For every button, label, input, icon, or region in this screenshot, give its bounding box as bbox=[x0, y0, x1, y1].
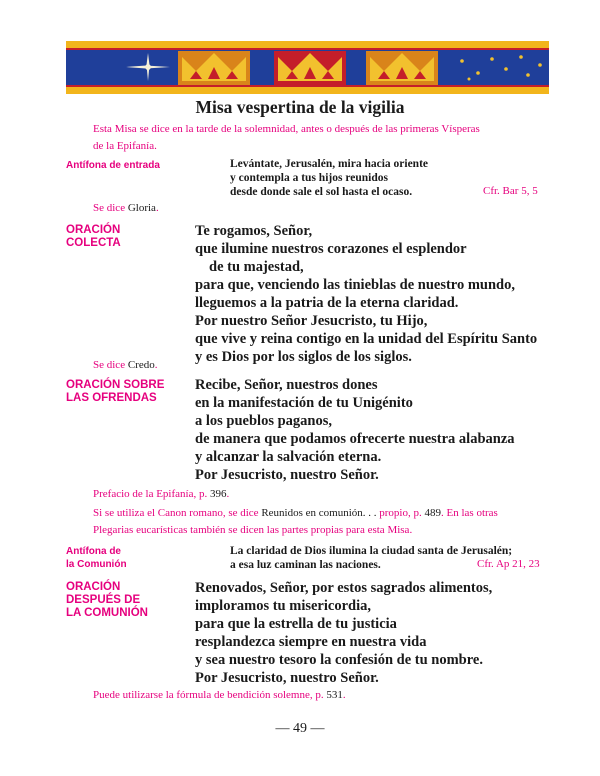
preface-rubric: Prefacio de la Epifanía, p. 396. bbox=[93, 488, 230, 500]
communion-line-2: a esa luz caminan las naciones. bbox=[230, 559, 381, 571]
entrance-antiphon-label: Antífona de entrada bbox=[66, 160, 160, 171]
postcommunion-line-1: Renovados, Señor, por estos sagrados alimentos, bbox=[195, 580, 493, 596]
credo-rubric: Se dice Credo. bbox=[93, 359, 158, 371]
crown-icon-3 bbox=[366, 51, 438, 85]
postcommunion-line-6: Por Jesucristo, nuestro Señor. bbox=[195, 670, 379, 686]
offerings-line-6: Por Jesucristo, nuestro Señor. bbox=[195, 467, 379, 483]
collect-label: ORACIÓN COLECTA bbox=[66, 224, 121, 249]
postcommunion-label: ORACIÓN DESPUÉS DE LA COMUNIÓN bbox=[66, 581, 148, 619]
page-number: — 49 — bbox=[275, 721, 325, 736]
collect-line-6: Por nuestro Señor Jesucristo, tu Hijo, bbox=[195, 313, 428, 329]
collect-line-2: que ilumine nuestros corazones el esplendor bbox=[195, 241, 467, 257]
collect-prayer bbox=[195, 222, 537, 366]
offerings-line-5: y alcanzar la salvación eterna. bbox=[195, 449, 382, 465]
communion-line-1: La claridad de Dios ilumina la ciudad santa de Jerusalén; bbox=[230, 545, 513, 557]
entrance-antiphon-text bbox=[230, 157, 428, 199]
communion-antiphon-label: Antífona de la Comunión bbox=[66, 546, 127, 570]
postcommunion-line-2: imploramos tu misericordia, bbox=[195, 598, 371, 614]
gloria-word: Gloria bbox=[127, 202, 156, 214]
entrance-line-1: Levántate, Jerusalén, mira hacia oriente bbox=[230, 158, 429, 170]
blessing-rubric: Puede utilizarse la fórmula de bendición solemne, p. 531. bbox=[93, 689, 346, 701]
intro-line-1: Esta Misa se dice en la tarde de la solemnidad, antes o después de las primeras Vísperas bbox=[93, 123, 480, 135]
postcommunion-line-4: resplandezca siempre en nuestra vida bbox=[195, 634, 427, 650]
intro-rubric bbox=[93, 121, 538, 154]
crown-icon-1 bbox=[178, 51, 250, 85]
postcommunion-line-5: y sea nuestro tesoro la confesión de tu nombre. bbox=[195, 652, 483, 668]
offerings-line-2: en la manifestación de tu Unigénito bbox=[195, 395, 413, 411]
collect-line-7: que vive y reina contigo en la unidad del Espíritu Santo bbox=[195, 331, 538, 347]
credo-word: Credo bbox=[127, 359, 155, 371]
offerings-prayer bbox=[195, 376, 515, 484]
collect-line-4: para que, venciendo las tinieblas de nuestro mundo, bbox=[195, 277, 515, 293]
communion-antiphon-text bbox=[230, 544, 512, 572]
entrance-citation: Cfr. Bar 5, 5 bbox=[483, 185, 538, 197]
entrance-line-2: y contempla a tus hijos reunidos bbox=[230, 172, 388, 184]
postcommunion-prayer bbox=[195, 579, 492, 687]
canon-line-1: Si se utiliza el Canon romano, se dice Reunidos en comunión. . . propio, p. 489. En las otras bbox=[93, 507, 498, 519]
collect-line-8: y es Dios por los siglos de los siglos. bbox=[195, 349, 412, 365]
offerings-line-4: de manera que podamos ofrecerte nuestra alabanza bbox=[195, 431, 515, 447]
entrance-line-3: desde donde sale el sol hasta el ocaso. bbox=[230, 186, 413, 198]
communion-citation: Cfr. Ap 21, 23 bbox=[477, 558, 540, 570]
gloria-rubric: Se dice Gloria. bbox=[93, 202, 159, 214]
canon-line-2: Plegarias eucarísticas también se dicen las partes propias para esta Misa. bbox=[93, 523, 413, 536]
offerings-label: ORACIÓN SOBRE LAS OFRENDAS bbox=[66, 379, 165, 404]
collect-line-1: Te rogamos, Señor, bbox=[195, 223, 313, 239]
blessing-page: 531 bbox=[326, 689, 343, 701]
crown-icon-2 bbox=[274, 51, 346, 85]
page-title: Misa vespertina de la vigilia bbox=[195, 97, 405, 117]
intro-line-2: de la Epifanía. bbox=[93, 139, 157, 152]
collect-line-5: lleguemos a la patria de la eterna claridad. bbox=[195, 295, 459, 311]
postcommunion-line-3: para que la estrella de tu justicia bbox=[195, 616, 397, 632]
offerings-line-1: Recibe, Señor, nuestros dones bbox=[195, 377, 378, 393]
preface-page: 396 bbox=[209, 488, 227, 500]
canon-rubric bbox=[93, 505, 553, 538]
decorative-crown-banner bbox=[66, 41, 549, 94]
collect-line-3: de tu majestad, bbox=[209, 259, 304, 275]
offerings-line-3: a los pueblos paganos, bbox=[195, 413, 332, 429]
